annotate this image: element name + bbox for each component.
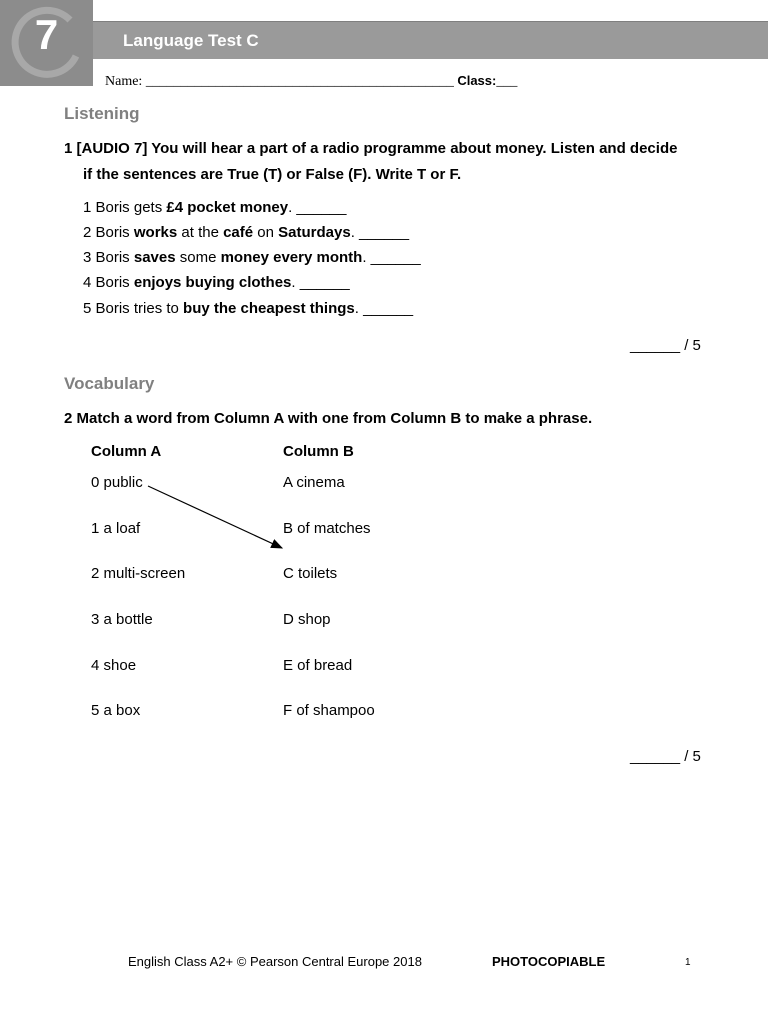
footer-page-number: 1 [685, 957, 691, 968]
listening-heading: Listening [64, 104, 140, 123]
listening-instruction-line1: 1 [AUDIO 7] You will hear a part of a radio programme about money. Listen and decide [64, 140, 678, 157]
class-label: Class: [457, 73, 497, 88]
column-b-item: B of matches [283, 520, 371, 537]
listening-item-text: 5 Boris tries to [83, 300, 184, 317]
name-label: Name: [105, 74, 146, 89]
listening-item-keyword: works [133, 224, 178, 241]
vocabulary-instruction: 2 Match a word from Column A with one from Column B to make a phrase. [64, 410, 593, 427]
column-a-item: 3 a bottle [91, 611, 153, 628]
column-a-item: 1 a loaf [91, 520, 141, 537]
footer-copyright: English Class A2+ © Pearson Central Europe 2018 [128, 954, 422, 969]
footer-photocopiable: PHOTOCOPIABLE [492, 954, 606, 969]
column-b-header: Column B [283, 443, 354, 460]
listening-item-text: . ______ [354, 300, 414, 317]
listening-item-keyword: enjoys buying clothes [133, 274, 292, 291]
listening-item-text: 4 Boris [83, 274, 134, 291]
listening-score[interactable]: ______ / 5 [630, 337, 701, 354]
listening-item-text: at the [177, 224, 224, 241]
column-a-item: 2 multi-screen [91, 565, 186, 582]
column-b-item: F of shampoo [283, 702, 375, 719]
vocabulary-score[interactable]: ______ / 5 [630, 748, 701, 765]
listening-item-text: 1 Boris gets [83, 199, 167, 216]
listening-item-text: . ______ [291, 274, 350, 291]
column-b-item: A cinema [283, 474, 345, 491]
column-b-item: D shop [283, 611, 331, 628]
listening-item-keyword: café [223, 224, 254, 241]
unit-number: 7 [34, 11, 59, 58]
listening-item-text: . ______ [362, 249, 421, 266]
vocabulary-heading: Vocabulary [64, 374, 155, 393]
listening-item-text: . ______ [350, 224, 410, 241]
listening-item-keyword: £4 pocket money [166, 199, 289, 216]
column-a-item: 5 a box [91, 702, 141, 719]
listening-item-keyword: buy the cheapest things [183, 300, 355, 317]
listening-item-text: . ______ [288, 199, 347, 216]
listening-item-keyword: Saturdays [278, 224, 351, 241]
column-b-item: C toilets [283, 565, 338, 582]
column-a-item: 4 shoe [91, 657, 137, 674]
name-field[interactable]: ____________________________________________ [145, 74, 454, 89]
listening-instruction-line2: if the sentences are True (T) or False (F). Write T or F. [83, 166, 462, 183]
listening-item-text: on [253, 224, 279, 241]
listening-item-text: 2 Boris [83, 224, 134, 241]
listening-item-keyword: money every month [220, 249, 363, 266]
listening-item-text: some [175, 249, 221, 266]
listening-item-keyword: saves [133, 249, 176, 266]
column-a-header: Column A [91, 443, 162, 460]
class-field[interactable]: ___ [496, 74, 518, 89]
column-b-item: E of bread [283, 657, 353, 674]
column-a-item: 0 public [91, 474, 143, 491]
listening-item-text: 3 Boris [83, 249, 134, 266]
page-title: Language Test C [123, 31, 259, 50]
